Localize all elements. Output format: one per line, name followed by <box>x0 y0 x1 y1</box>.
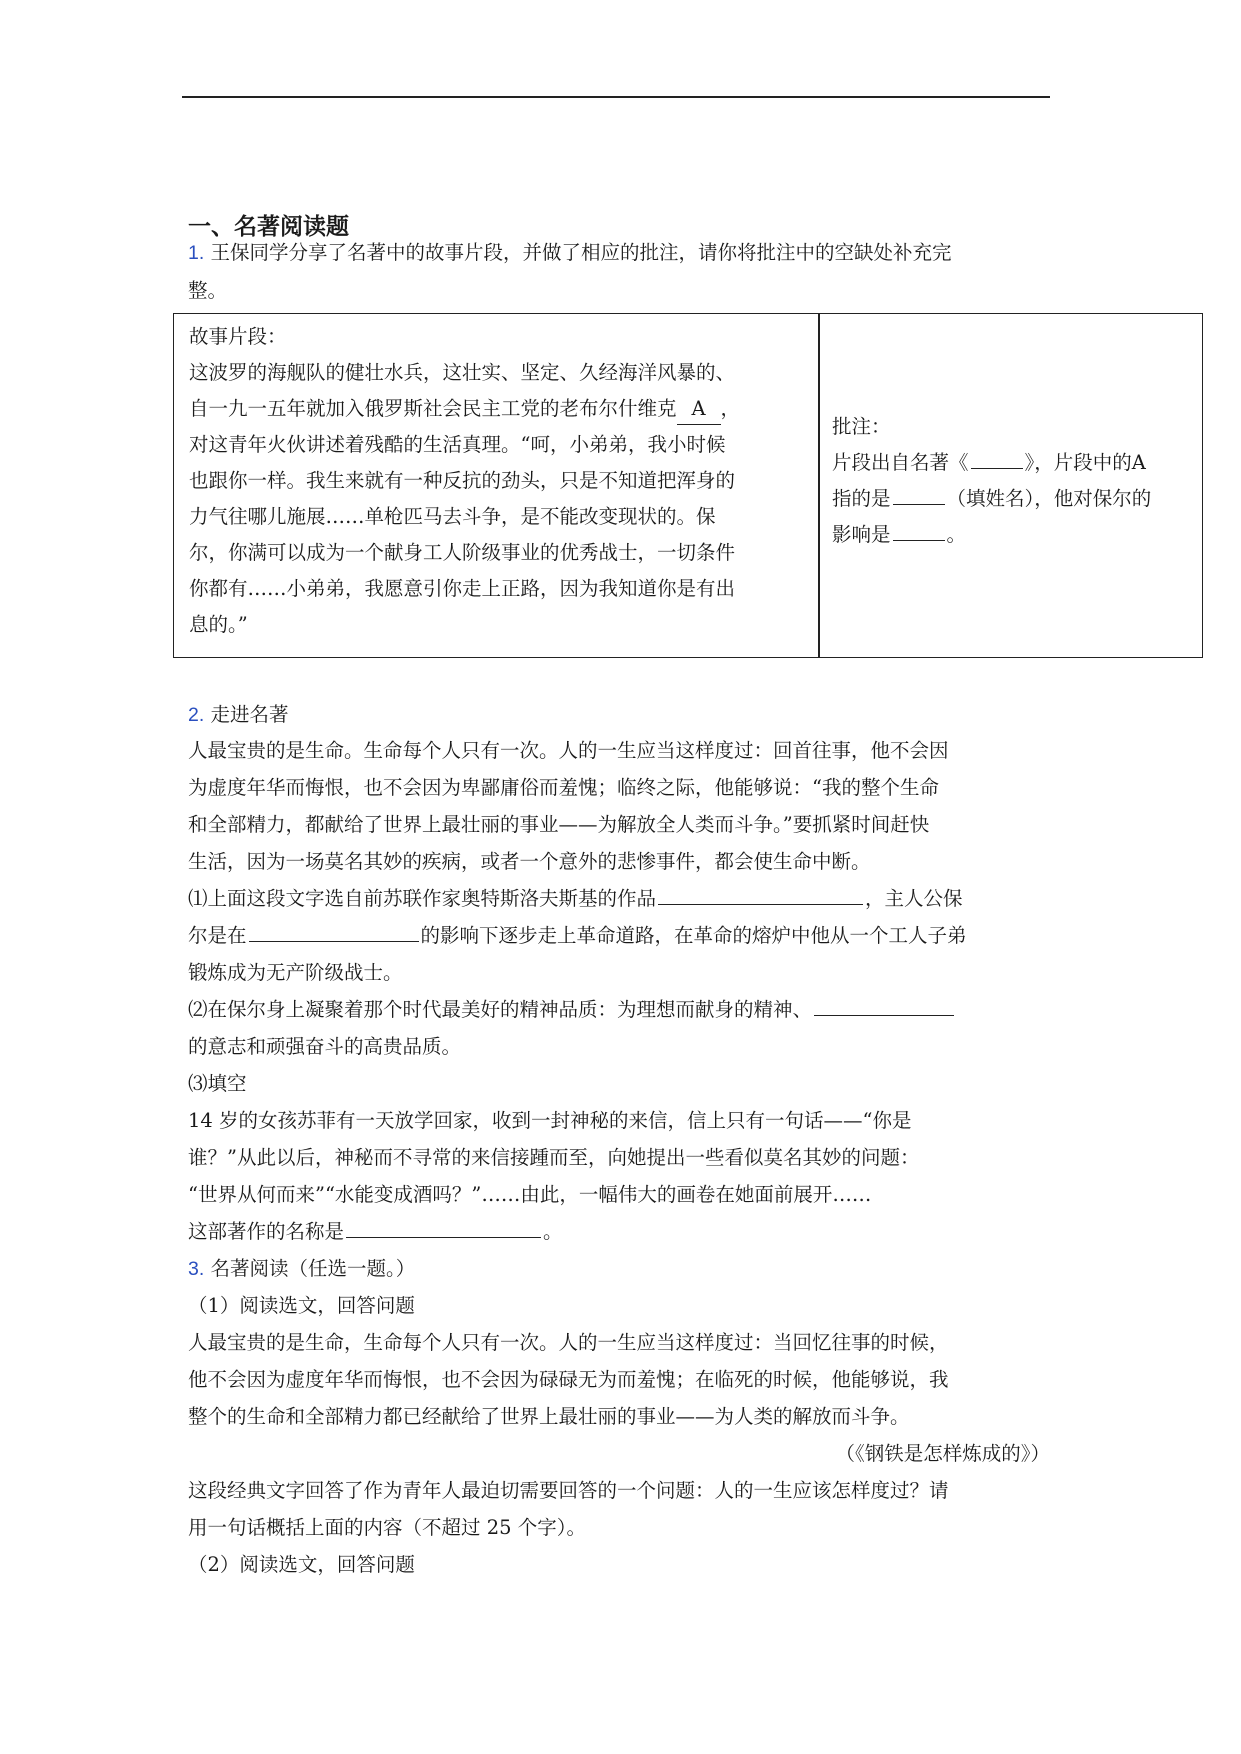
book-title-blank[interactable] <box>346 1217 541 1238</box>
section-title: 一、名著阅读题 <box>188 214 349 240</box>
story-line: 你都有……小弟弟，我愿意引你走上正路，因为我知道你是有出 <box>189 577 736 600</box>
note-line: 指的是 （填姓名），他对保尔的 <box>832 484 1151 514</box>
book-name-blank[interactable] <box>971 448 1023 469</box>
q1-prompt-cont: 整。 <box>188 279 228 302</box>
story-line: 对这青年火伙讲述着残酷的生活真理。“呵，小弟弟，我小时候 <box>189 433 726 456</box>
q2-sub2: ⑵在保尔身上凝聚着那个时代最美好的精神品质：为理想而献身的精神、 <box>188 995 956 1025</box>
q3-sub1: （1）阅读选文，回答问题 <box>188 1294 415 1317</box>
q2-sub3-line: 谁？”从此以后，神秘而不寻常的来信接踵而至，向她提出一些看似莫名其妙的问题： <box>188 1146 920 1169</box>
q2-passage-line: 为虚度年华而悔恨，也不会因为卑鄙庸俗而羞愧；临终之际，他能够说：“我的整个生命 <box>188 776 939 799</box>
q2-sub1: ⑴上面这段文字选自前苏联作家奥特斯洛夫斯基的作品 ，主人公保 <box>188 884 963 914</box>
q3-passage-line: 他不会因为虚度年华而悔恨，也不会因为碌碌无为而羞愧；在临死的时候，他能够说，我 <box>188 1368 949 1391</box>
q3-source: （《钢铁是怎样炼成的》） <box>835 1442 1050 1465</box>
q3-title: 3. 名著阅读（任选一题。） <box>188 1257 416 1280</box>
story-line: 尔，你满可以成为一个献身工人阶级事业的优秀战士，一切条件 <box>189 541 736 564</box>
q3-sub2: （2）阅读选文，回答问题 <box>188 1553 415 1576</box>
table-divider <box>818 314 820 657</box>
story-line: 也跟你一样。我生来就有一种反抗的劲头，只是不知道把浑身的 <box>189 469 736 492</box>
story-line: 力气往哪儿施展……单枪匹马去斗争，是不能改变现状的。保 <box>189 505 716 528</box>
q1-number: 1. <box>188 242 205 264</box>
influence-blank[interactable] <box>893 520 945 541</box>
q2-passage-line: 和全部精力，都献给了世界上最壮丽的事业——为解放全人类而斗争。”要抓紧时间赶快 <box>188 813 930 836</box>
q1-prompt: 1. 王保同学分享了名著中的故事片段，并做了相应的批注，请你将批注中的空缺处补充完 <box>188 241 952 264</box>
q1-table <box>173 313 1203 658</box>
q2-sub3: ⑶填空 <box>188 1072 247 1095</box>
q2-passage-line: 人最宝贵的是生命。生命每个人只有一次。人的一生应当这样度过：回首往事，他不会因 <box>188 739 949 762</box>
person-name-blank[interactable] <box>893 484 945 505</box>
story-line: 息的。” <box>189 613 248 636</box>
note-line: 片段出自名著《 》，片段中的A <box>832 448 1146 478</box>
q2-sub3-line: 14 岁的女孩苏菲有一天放学回家，收到一封神秘的来信，信上只有一句话——“你是 <box>188 1109 912 1132</box>
spirit-blank[interactable] <box>814 995 954 1016</box>
story-line: 这波罗的海舰队的健壮水兵，这壮实、坚定、久经海洋风暴的、 <box>189 361 736 384</box>
note-heading: 批注： <box>832 415 891 438</box>
q2-sub3-end: 这部著作的名称是 。 <box>188 1217 563 1247</box>
q2-sub1-cont: 尔是在 的影响下逐步走上革命道路，在革命的熔炉中他从一个工人子弟 <box>188 921 967 951</box>
q3-question-line: 这段经典文字回答了作为青年人最迫切需要回答的一个问题：人的一生应该怎样度过？请 <box>188 1479 949 1502</box>
note-line: 影响是 。 <box>832 520 966 550</box>
q2-sub1-end: 锻炼成为无产阶级战士。 <box>188 961 403 984</box>
q3-question-line: 用一句话概括上面的内容（不超过 25 个字）。 <box>188 1516 586 1539</box>
q3-passage-line: 人最宝贵的是生命，生命每个人只有一次。人的一生应当这样度过：当回忆往事的时候， <box>188 1331 949 1354</box>
a-marker: A <box>677 394 721 425</box>
work-name-blank[interactable] <box>658 884 863 905</box>
q3-passage-line: 整个的生命和全部精力都已经献给了世界上最壮丽的事业——为人类的解放而斗争。 <box>188 1405 910 1428</box>
q2-sub3-line: “世界从何而来”“水能变成酒吗？”……由此，一幅伟大的画卷在她面前展开…… <box>188 1183 872 1206</box>
q2-sub2-cont: 的意志和顽强奋斗的高贵品质。 <box>188 1035 462 1058</box>
q2-passage-line: 生活，因为一场莫名其妙的疾病，或者一个意外的悲惨事件，都会使生命中断。 <box>188 850 871 873</box>
story-line: 自一九一五年就加入俄罗斯社会民主工党的老布尔什维克 A ， <box>189 394 740 425</box>
story-heading: 故事片段： <box>189 325 287 348</box>
mentor-blank[interactable] <box>249 921 419 942</box>
q2-title: 2. 走进名著 <box>188 703 289 726</box>
q2-number: 2. <box>188 704 205 726</box>
header-rule <box>182 96 1050 98</box>
q3-number: 3. <box>188 1258 205 1280</box>
